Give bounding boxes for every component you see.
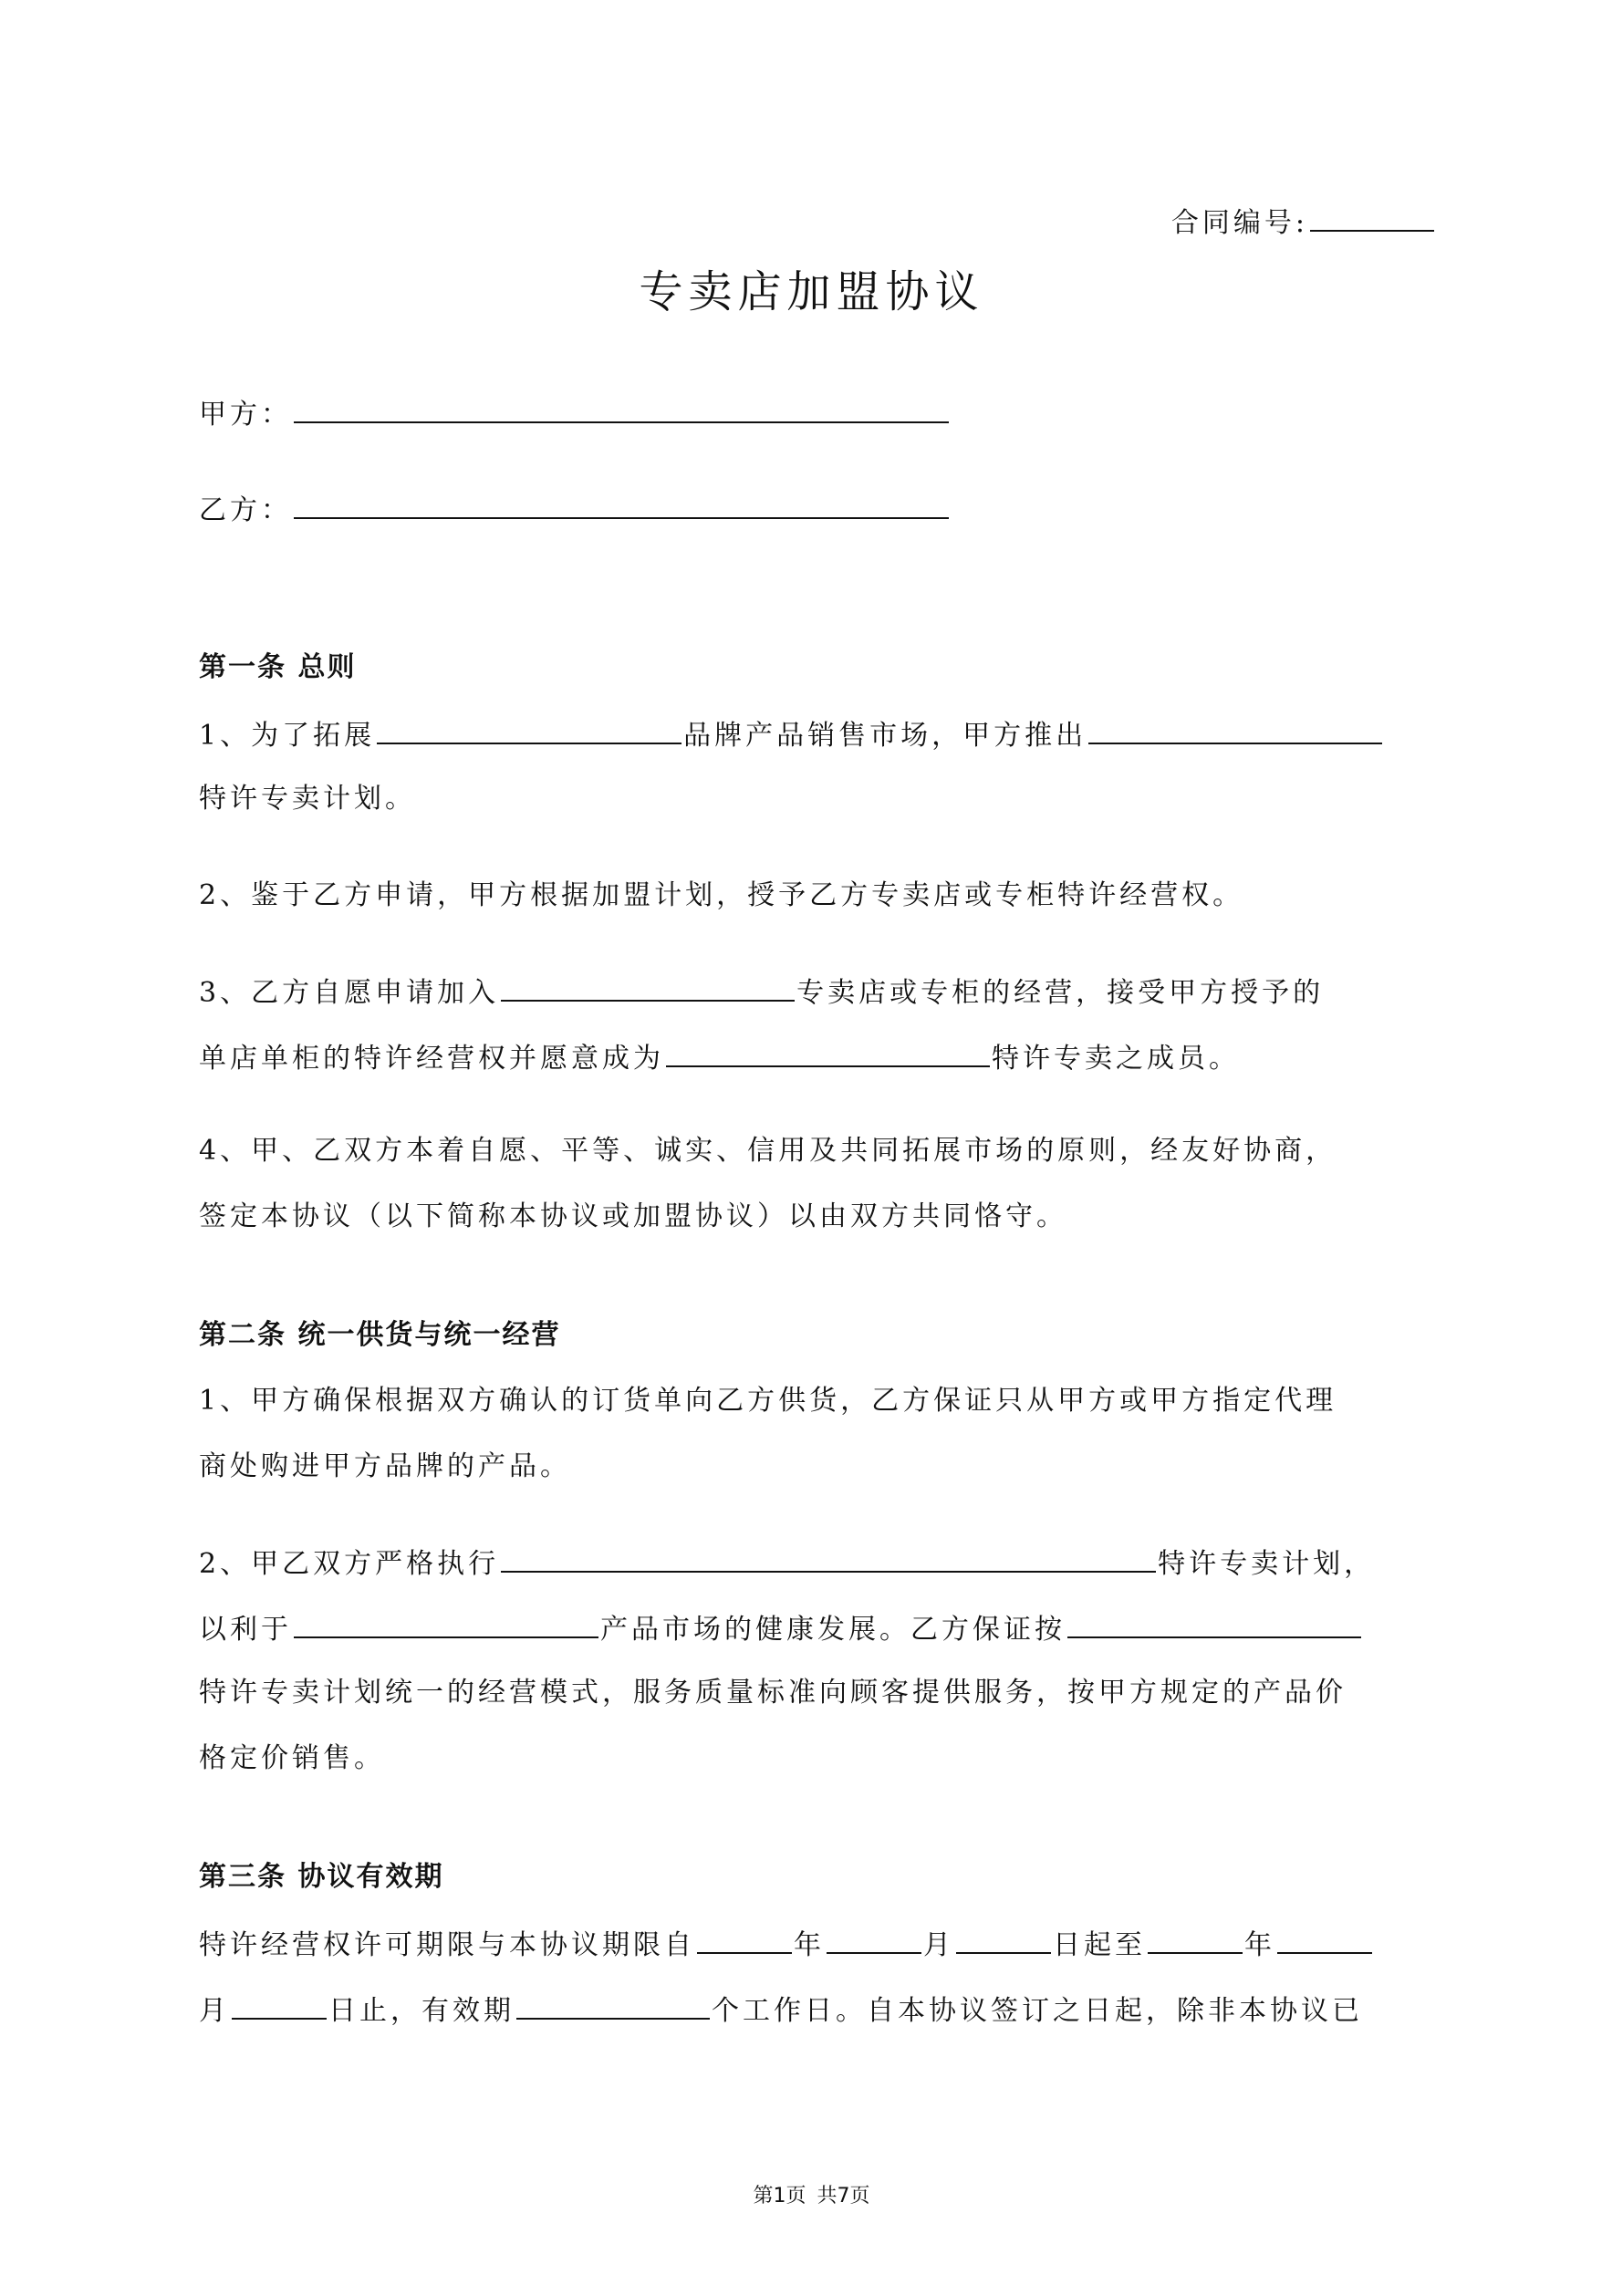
s3-p1-line2 [199,1990,1363,2030]
end-month-blank[interactable] [1277,1925,1372,1954]
start-day-blank[interactable] [956,1925,1051,1954]
text: 年 [794,1929,825,1961]
party-a-blank[interactable] [294,394,949,423]
party-b-line [199,490,951,529]
text: 以利于 [199,1614,292,1646]
validity-days-blank[interactable] [516,1990,710,2020]
text: 日起至 [1053,1929,1146,1961]
text: 特许经营权许可期限与本协议期限自 [199,1929,695,1961]
start-year-blank[interactable] [697,1925,792,1954]
s1-p1-line1 [199,715,1384,754]
s2-p1-line2: 商处购进甲方品牌的产品。 [199,1450,571,1482]
product-market-blank[interactable] [294,1609,598,1638]
text: 月 [199,1995,230,2027]
section-3-heading: 第三条 协议有效期 [199,1861,444,1893]
text: 日止，有效期 [328,1995,515,2027]
s2-p1-line1: 1、甲方确保根据双方确认的订货单向乙方供货，乙方保证只从甲方或甲方指定代理 [199,1385,1337,1417]
text: 个工作日。自本协议签订之日起，除非本协议已 [712,1995,1363,2027]
s1-p1-line2: 特许专卖计划。 [199,783,416,815]
s2-p2-line4: 格定价销售。 [199,1742,385,1774]
start-month-blank[interactable] [827,1925,921,1954]
s1-p4-line2: 签定本协议（以下简称本协议或加盟协议）以由双方共同恪守。 [199,1200,1067,1232]
text: 月 [923,1929,954,1961]
end-year-blank[interactable] [1148,1925,1243,1954]
text: 1、为了拓展 [199,720,376,752]
contract-number-blank[interactable] [1310,203,1434,232]
plan-blank[interactable] [1088,715,1382,744]
text: 特许专卖之成员。 [992,1043,1240,1075]
page-footer [0,2180,1623,2208]
s1-p2: 2、鉴于乙方申请，甲方根据加盟计划，授予乙方专卖店或专柜特许经营权。 [199,879,1244,911]
party-b-label: 乙方： [199,494,292,526]
text: 产品市场的健康发展。乙方保证按 [600,1614,1066,1646]
s2-p2-line1 [199,1543,1375,1583]
s1-p3-line1 [199,972,1324,1012]
text: 年 [1244,1929,1275,1961]
text: 3、乙方自愿申请加入 [199,977,500,1009]
text: 专卖店或专柜的经营，接受甲方授予的 [796,977,1325,1009]
text: 单店单柜的特许经营权并愿意成为 [199,1043,664,1075]
contract-number-label: 合同编号: [1170,207,1308,239]
party-a-line [199,394,951,433]
execute-plan-blank[interactable] [501,1543,1156,1573]
section-2-heading: 第二条 统一供货与统一经营 [199,1319,561,1351]
page-total: 共7页 [817,2185,870,2208]
text: 特许专卖计划， [1158,1548,1376,1580]
page-number: 第1页 [753,2185,806,2208]
text: 品牌产品销售市场，甲方推出 [683,720,1087,752]
contract-number [1171,203,1436,242]
member-blank[interactable] [666,1038,990,1067]
party-a-label: 甲方： [199,399,292,431]
end-day-blank[interactable] [232,1990,327,2020]
s2-p2-line3: 特许专卖计划统一的经营模式，服务质量标准向顾客提供服务，按甲方规定的产品价 [199,1677,1347,1709]
party-b-blank[interactable] [294,490,949,519]
according-plan-blank[interactable] [1067,1609,1361,1638]
s1-p3-line2 [199,1038,1240,1077]
s2-p2-line2 [199,1609,1363,1648]
s1-p4-line1: 4、甲、乙双方本着自愿、平等、诚实、信用及共同拓展市场的原则，经友好协商， [199,1135,1337,1167]
section-1-heading: 第一条 总则 [199,651,357,683]
text: 2、甲乙双方严格执行 [199,1548,500,1580]
document-title: 专卖店加盟协议 [639,266,984,317]
brand-blank[interactable] [377,715,681,744]
s3-p1-line1 [199,1925,1374,1964]
join-blank[interactable] [501,972,795,1002]
